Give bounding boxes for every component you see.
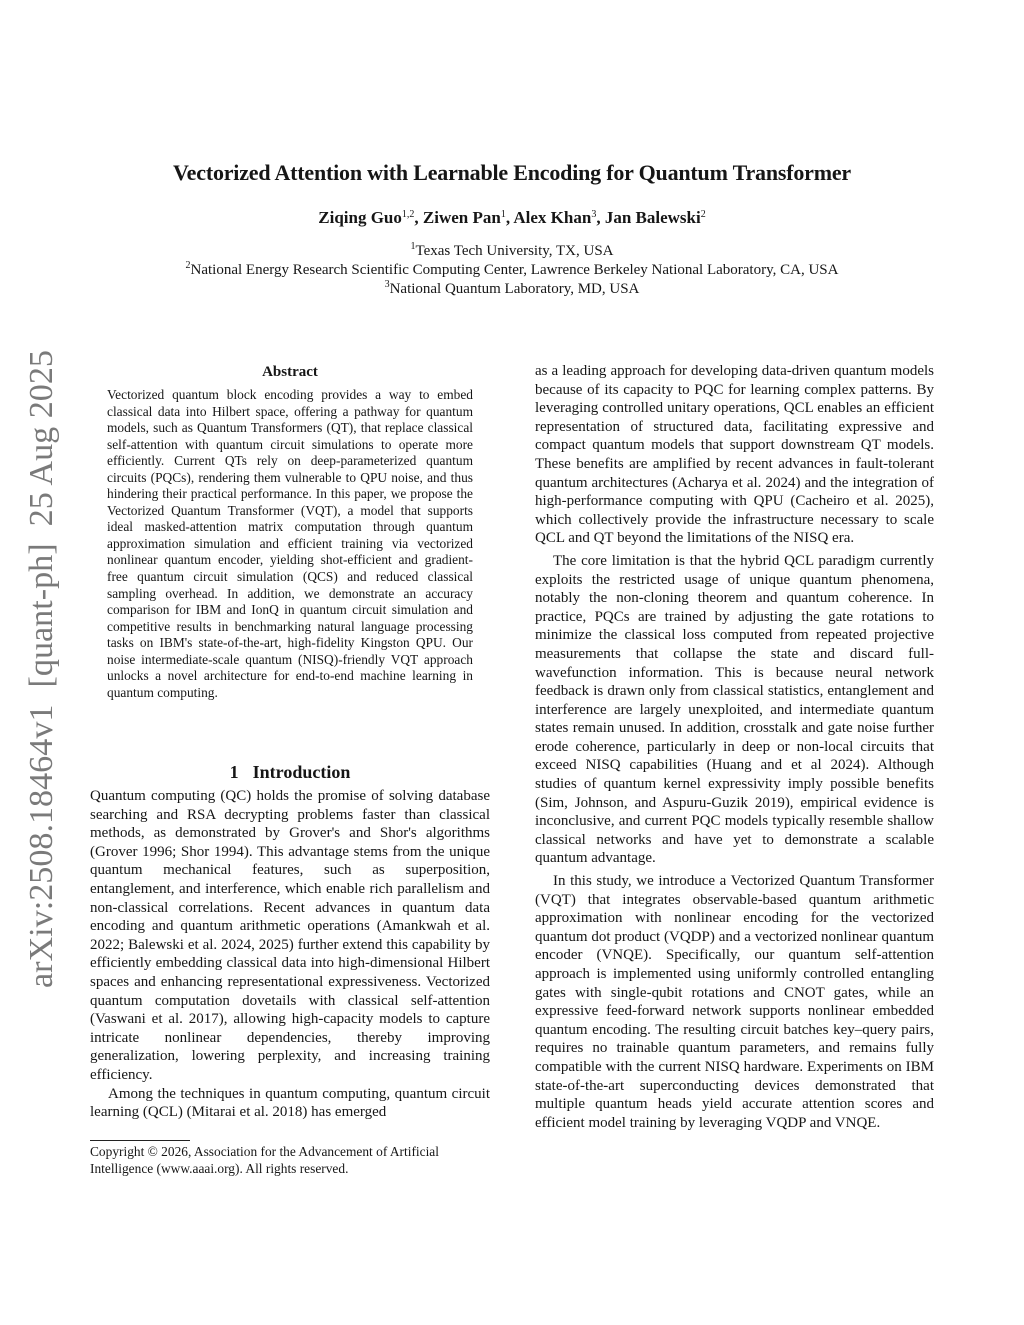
affiliation: $^3$National Quantum Laboratory, MD, USA <box>384 279 640 297</box>
arxiv-sidebar-stamp <box>2 348 68 990</box>
author: Alex Khan$^3$ <box>513 208 597 227</box>
paper-title: Vectorized Attention with Learnable Encoding for Quantum Transformer <box>173 160 851 185</box>
section-title: Introduction <box>252 762 351 782</box>
right-column-text <box>535 362 934 1132</box>
section-heading <box>90 762 490 783</box>
paragraph: as a leading approach for developing data-driven quantum models because of its capacity to PQC for learning complex patterns. By leveraging controlled unitary operations, QCL enables an efficient representation of structured data, facilitating expressive and compact quantum models that support downstream QT models. These benefits are amplified by recent advances in fault-tolerant quantum architectures (Acharya et al. 2024) and the integration of high-performance computing with QPU (Cacheiro et al. 2025), which collectively provide the infrastructure necessary to scale QCL and QT beyond the limitations of the NISQ era. <box>535 363 934 547</box>
footnote-rule <box>90 1140 190 1141</box>
section-number: 1 <box>229 762 239 782</box>
author: Ziwen Pan$^1$ <box>422 208 506 227</box>
paragraph: Quantum computing (QC) holds the promise of solving database searching and RSA decrypting problems faster than classical methods, as demonstrated by Grover's and Shor's algorithms (Grover 1996; Shor 1994). This advantage stems from the unique quantum mechanical features, such as superposition, entanglement, and interference, which enable rich parallelism and non-classical correlations. Recent advances in quantum data encoding and quantum arithmetic operations (Amankwah et al. 2022; Balewski et al. 2024, 2025) further extend this capability by efficiently embedding classical data into high-dimensional Hilbert spaces and enhancing representational expressiveness. Vectorized quantum computation dovetails with classical self-attention (Vaswani et al. 2017), allowing high-capacity models to capture intricate nonlinear dependencies, thereby improving generalization, lowering perplexity, and increasing training efficiency. <box>90 788 490 1083</box>
arxiv-identifier: arXiv:2508.18464v1 [quant-ph] 25 Aug 2025 <box>23 352 60 988</box>
left-column-text <box>90 787 490 1122</box>
affiliation: $^2$National Energy Research Scientific Computing Center, Lawrence Berkeley National Laboratory, CA, USA <box>185 260 839 278</box>
author: Jan Balewski$^2$ <box>604 208 706 227</box>
author-list: Ziqing Guo$^{1,2}$, Ziwen Pan$^1$, Alex Khan$^3$, Jan Balewski$^2$ <box>318 208 706 227</box>
abstract-body: Vectorized quantum block encoding provides a way to embed classical data into Hilbert space, offering a pathway for quantum models, such as Quantum Transformers (QT), that replace classical self-attention with quantum circuit simulations to operate more efficiently. Current QTs rely on deep-parameterized quantum circuits (PQCs), rendering them vulnerable to QPU noise, and thus hindering their practical performance. In this paper, we propose the Vectorized Quantum Transformer (VQT), a model that supports ideal masked-attention matrix computation through quantum approximation simulation and efficient training via vectorized nonlinear quantum encoder, yielding shot-efficient and gradient-free quantum circuit simulation (QCS) and reduced classical sampling overhead. In addition, we demonstrate an accuracy comparison for IBM and IonQ in quantum circuit simulation and competitive results in benchmarking natural language processing tasks on IBM's state-of-the-art, high-fidelity Kingston QPU. Our noise intermediate-scale quantum (NISQ)-friendly VQT approach unlocks a novel architecture for end-to-end machine learning in quantum computing. <box>107 387 473 700</box>
abstract-heading: Abstract <box>262 364 318 380</box>
paragraph: The core limitation is that the hybrid QCL paradigm currently exploits the restricted usage of unique quantum phenomena, notably the non-cloning theorem and quantum coherence. In practice, PQCs are trained by adjusting the gate rotations to minimize the classical loss computed from repeated projective measurements that collapse the state and discard full-wavefunction information. This is because neural network feedback is drawn only from classical statistics, entanglement and interference are largely unexploited, and intermediate quantum states remain unused. In addition, crosstalk and gate noise further erode coherence, particularly in deep or non-local circuits that exceed NISQ capabilities (Huang and et al 2024). Although studies of quantum kernel expressivity imply possible benefits (Sim, Johnson, and Aspuru-Guzik 2019), empirical evidence is inconclusive, and current PQC models typically resemble shallow classical networks and have yet to demonstrate a scalable quantum advantage. <box>535 552 934 867</box>
author: Ziqing Guo$^{1,2}$ <box>318 208 415 227</box>
paragraph: In this study, we introduce a Vectorized Quantum Transformer (VQT) that integrates observable-based quantum arithmetic approximation with nonlinear encoding for the vectorized quantum dot product (VQDP) and a vectorized nonlinear quantum encoder (VNQE). Specifically, our quantum self-attention approach is implemented using uniformly controlled entangling gates with single-qubit rotations and CNOT gates, while an expressive feed-forward network supports nonlinear embedded quantum encoding. The resulting circuit batches key–query pairs, requires no trainable quantum parameters, and remains fully compatible with the current NISQ hardware. Experiments on IBM state-of-the-art superconducting devices demonstrated that multiple quantum heads yield accurate attention scores and efficient model training by leveraging VQDP and VNQE. <box>535 873 934 1131</box>
affiliation: $^1$Texas Tech University, TX, USA <box>410 241 614 259</box>
paragraph: Among the techniques in quantum computing, quantum circuit learning (QCL) (Mitarai et al. 2018) has emerged <box>90 1085 490 1121</box>
copyright-footnote: Copyright © 2026, Association for the Advancement of Artificial Intelligence (www.aaai.org). All rights reserved. <box>90 1144 439 1176</box>
